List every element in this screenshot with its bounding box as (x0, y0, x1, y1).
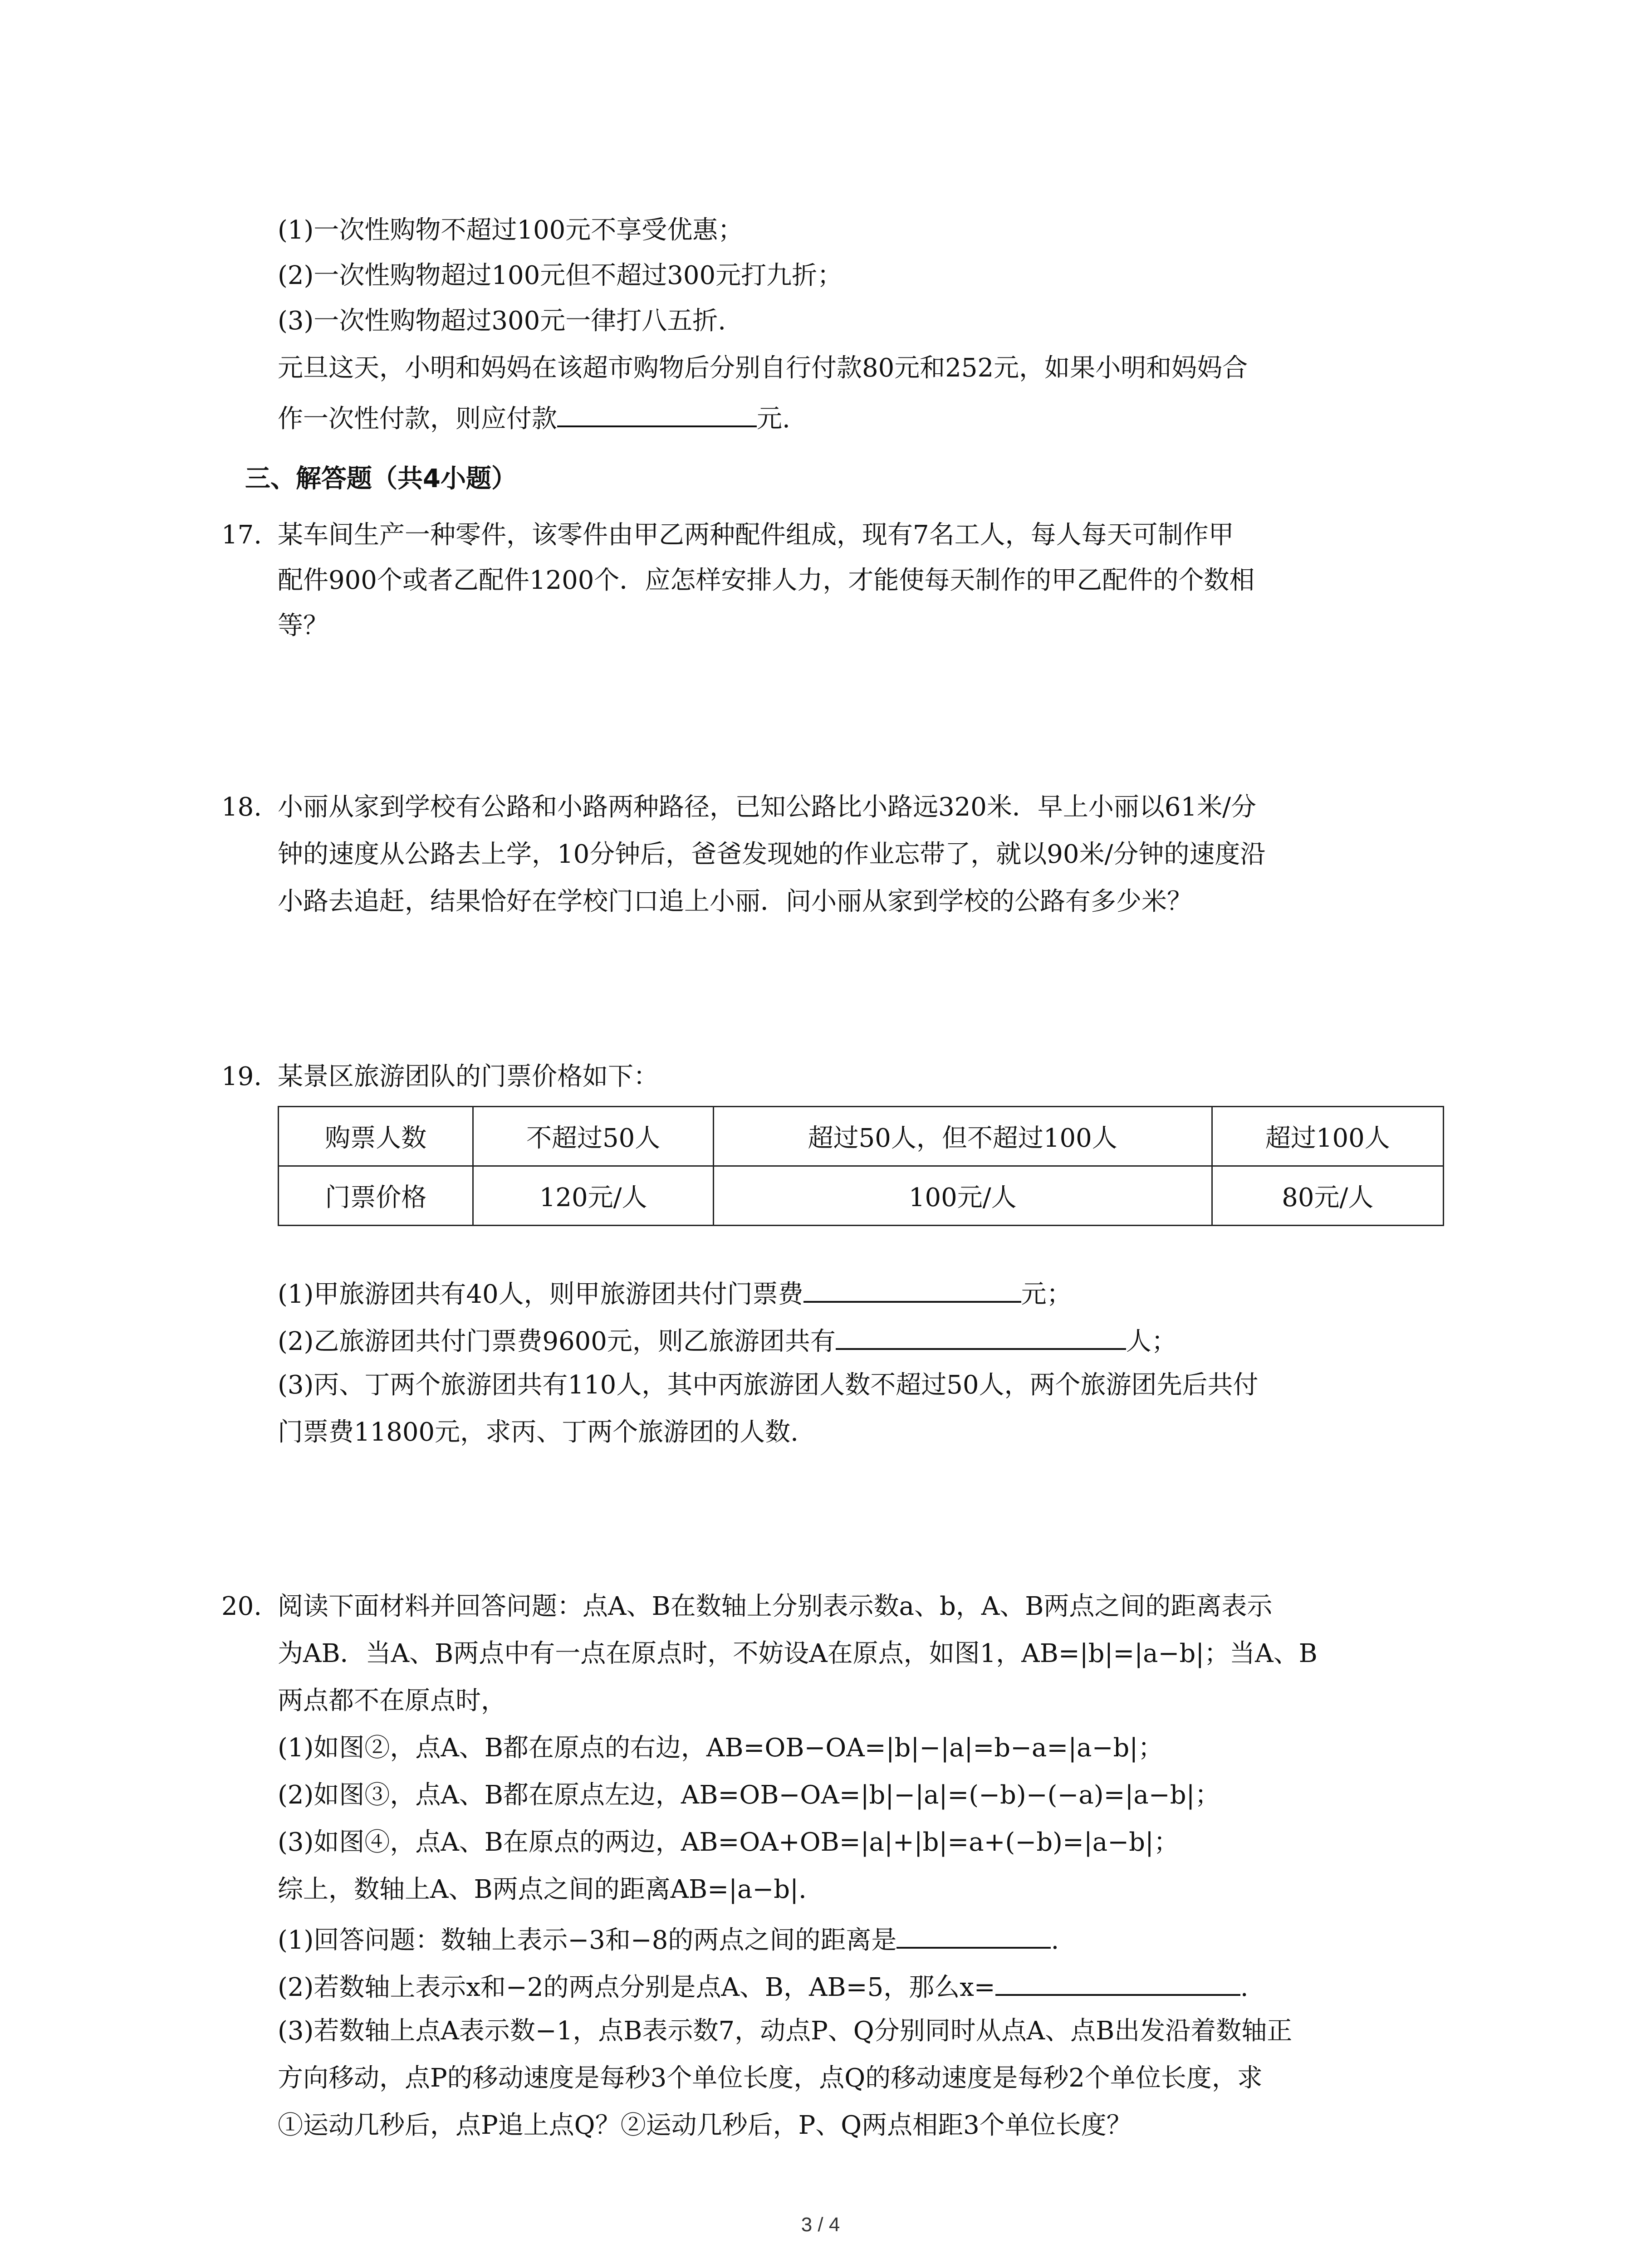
q19-part-1-unit: 元； (1021, 1280, 1072, 1309)
q17-line-2: 配件900个或者乙配件1200个．应怎样安排人力，才能使每天制作的甲乙配件的个数相 (278, 566, 1255, 595)
q20-line-5: (2)如图③，点A、B都在原点左边，AB=OB−OA=|b|−|a|=(−b)−(−a)=|a−b|； (278, 1780, 1220, 1810)
q19-part-1 (278, 1275, 1072, 1311)
table-cell: 100元/人 (713, 1166, 1212, 1226)
q20-line-3: 两点都不在原点时， (278, 1686, 506, 1716)
q20-part-2-text: (2)若数轴上表示x和−2的两点分别是点A、B，AB=5，那么x= (278, 1973, 995, 2002)
q20-part-3-line-3: ①运动几秒后，点P追上点Q？②运动几秒后，P、Q两点相距3个单位长度？ (278, 2111, 1132, 2140)
q18-line-2: 钟的速度从公路去上学，10分钟后，爸爸发现她的作业忘带了，就以90米/分钟的速度沿 (278, 840, 1266, 869)
table-cell: 购票人数 (279, 1107, 473, 1166)
q20-line-4: (1)如图②，点A、B都在原点的右边，AB=OB−OA=|b|−|a|=b−a=|a−b|； (278, 1733, 1164, 1763)
q20-part-1 (278, 1921, 1059, 1957)
q16-line-5 (278, 399, 790, 435)
q16-line-5-unit: 元. (757, 404, 790, 434)
q20-part-1-text: (1)回答问题：数轴上表示−3和−8的两点之间的距离是 (278, 1926, 897, 1955)
q19-part-3-line-1: (3)丙、丁两个旅游团共有110人，其中丙旅游团人数不超过50人，两个旅游团先后共付 (278, 1370, 1259, 1400)
q16-rule-1: (1)一次性购物不超过100元不享受优惠； (278, 215, 744, 245)
q17-number: 17. (221, 520, 262, 550)
table-cell: 门票价格 (279, 1166, 473, 1226)
q17-line-3: 等？ (278, 611, 328, 640)
q20-line-1: 阅读下面材料并回答问题：点A、B在数轴上分别表示数a、b，A、B两点之间的距离表示 (278, 1592, 1273, 1621)
q20-line-7: 综上，数轴上A、B两点之间的距离AB=|a−b|. (278, 1875, 807, 1904)
q20-part-2-end: . (1240, 1973, 1249, 2002)
q16-line-5-text: 作一次性付款，则应付款 (278, 404, 557, 434)
table-cell: 超过100人 (1212, 1107, 1443, 1166)
q19-part-2-text: (2)乙旅游团共付门票费9600元，则乙旅游团共有 (278, 1327, 836, 1356)
table-cell: 120元/人 (473, 1166, 713, 1226)
q20-part-1-end: . (1051, 1926, 1059, 1955)
q20-part-3-line-2: 方向移动，点P的移动速度是每秒3个单位长度，点Q的移动速度是每秒2个单位长度，求 (278, 2063, 1263, 2093)
q20-part-1-blank[interactable] (896, 1921, 1051, 1949)
table-row (279, 1107, 1444, 1166)
table-cell: 不超过50人 (473, 1107, 713, 1166)
q16-rule-2: (2)一次性购物超过100元但不超过300元打九折； (278, 261, 843, 290)
q16-rule-3: (3)一次性购物超过300元一律打八五折. (278, 306, 726, 336)
q19-number: 19. (221, 1062, 262, 1091)
q19-part-2 (278, 1322, 1177, 1358)
q20-part-3-line-1: (3)若数轴上点A表示数−1，点B表示数7，动点P、Q分别同时从点A、点B出发沿着数轴正 (278, 2016, 1293, 2046)
table-row (279, 1166, 1444, 1226)
table-cell: 80元/人 (1212, 1166, 1443, 1226)
q17-line-1: 某车间生产一种零件，该零件由甲乙两种配件组成，现有7名工人，每人每天可制作甲 (278, 520, 1234, 550)
q19-part-1-text: (1)甲旅游团共有40人，则甲旅游团共付门票费 (278, 1280, 803, 1309)
q19-part-2-blank[interactable] (836, 1322, 1126, 1350)
q20-part-2-blank[interactable] (995, 1968, 1240, 1996)
q20-line-6: (3)如图④，点A、B在原点的两边，AB=OA+OB=|a|+|b|=a+(−b)=|a−b|； (278, 1828, 1179, 1857)
q16-line-4: 元旦这天，小明和妈妈在该超市购物后分别自行付款80元和252元，如果小明和妈妈合 (278, 353, 1248, 383)
q20-part-2 (278, 1968, 1249, 2004)
q19-part-3-line-2: 门票费11800元，求丙、丁两个旅游团的人数. (278, 1418, 798, 1447)
q19-part-1-blank[interactable] (803, 1275, 1021, 1303)
section-3-title: 三、解答题（共4小题） (245, 464, 517, 494)
page-number: 3 / 4 (801, 2214, 840, 2236)
q18-line-3: 小路去追赶，结果恰好在学校门口追上小丽．问小丽从家到学校的公路有多少米？ (278, 887, 1192, 916)
q20-line-2: 为AB．当A、B两点中有一点在原点时，不妨设A在原点，如图1，AB=|b|=|a−b|；当A、B (278, 1639, 1318, 1668)
table-cell: 超过50人，但不超过100人 (713, 1107, 1212, 1166)
q19-line-1: 某景区旅游团队的门票价格如下： (278, 1062, 659, 1091)
q18-line-1: 小丽从家到学校有公路和小路两种路径，已知公路比小路远320米．早上小丽以61米/分 (278, 792, 1257, 822)
q19-part-2-unit: 人； (1126, 1327, 1177, 1356)
ticket-price-table (278, 1106, 1444, 1226)
q20-number: 20. (221, 1592, 262, 1621)
q18-number: 18. (221, 792, 262, 822)
q16-answer-blank[interactable] (557, 399, 757, 427)
